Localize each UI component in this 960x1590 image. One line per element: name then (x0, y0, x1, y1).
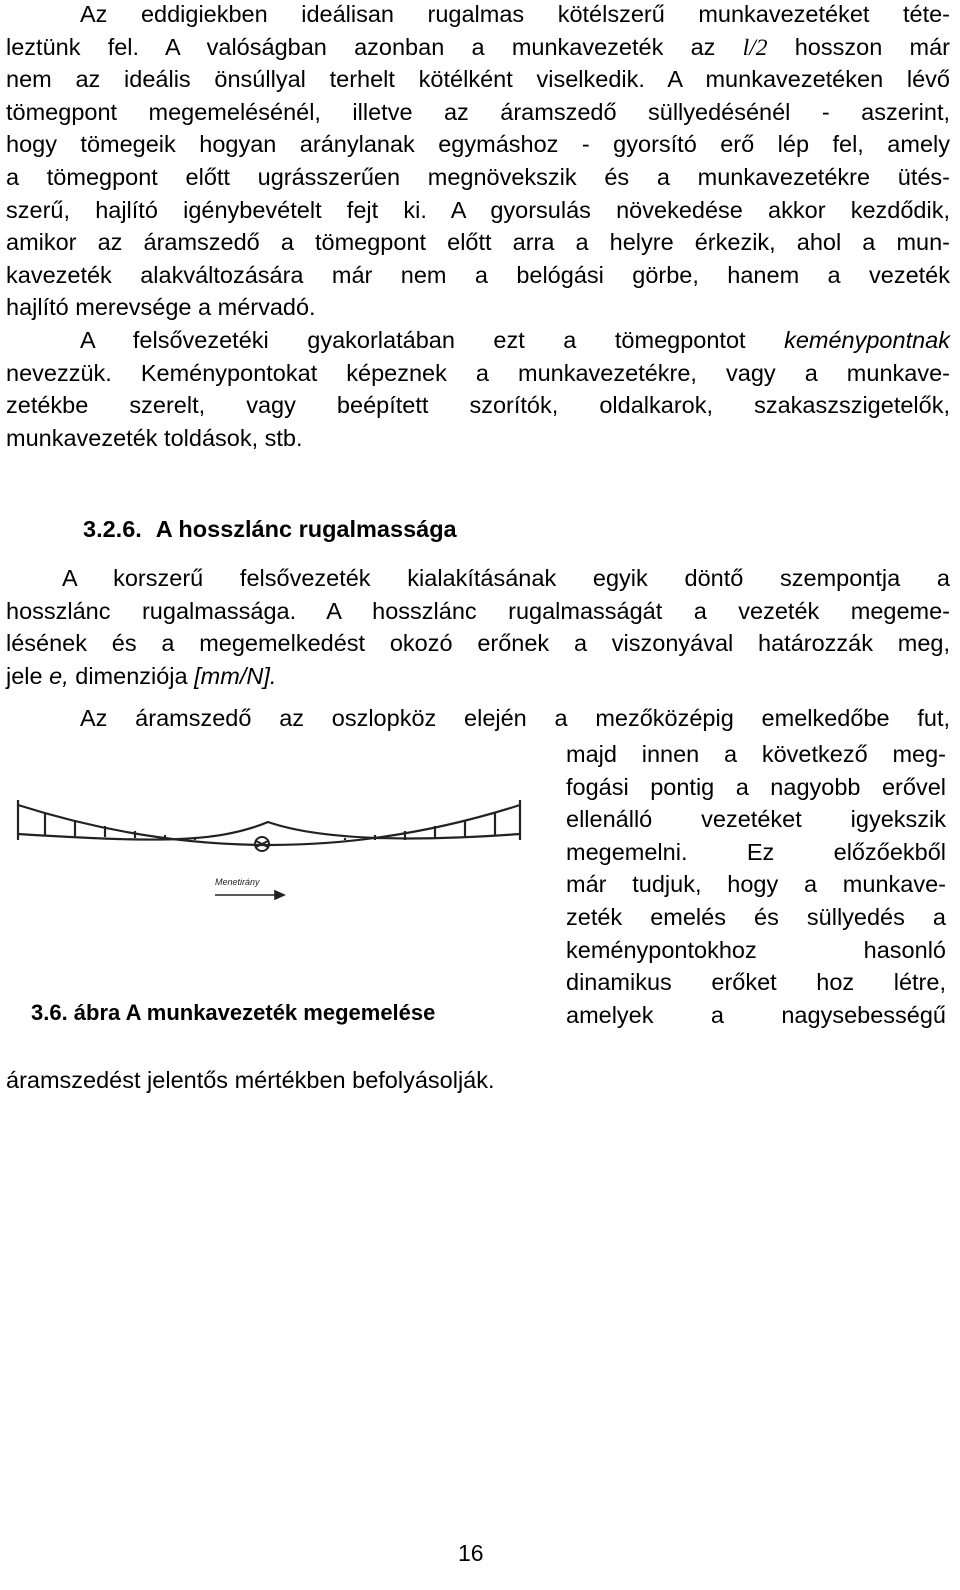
section-heading (83, 516, 457, 543)
section-title: A hosszlánc rugalmassága (155, 516, 457, 542)
paragraph-3 (6, 562, 950, 692)
text-line: keménypontokhoz hasonló (566, 936, 946, 963)
figure-caption: 3.6. ábra A munkavezeték megemelése (31, 1000, 436, 1025)
paragraph-1 (6, 0, 950, 324)
text-line: tömegpont megemelésénél, illetve az áramszedő süllyedésénél - aszerint, (6, 98, 950, 125)
text-segment: leztünk fel. A valóságban azonban a munkavezeték az (6, 33, 716, 60)
text-segment: jele (6, 662, 43, 689)
paragraph-4-last-line: áramszedést jelentős mértékben befolyásolják. (6, 1067, 495, 1093)
paragraph-2 (6, 324, 950, 454)
text-line: már tudjuk, hogy a munkave- (566, 871, 946, 898)
text-line: megemelni. Ez előzőekből (566, 838, 946, 865)
direction-label: Menetirány (215, 877, 260, 887)
text-line: szerű, hajlító igénybevételt fejt ki. A gyorsulás növekedése akkor kezdődik, (6, 196, 950, 223)
text-line: dinamikus erőket hoz létre, (566, 969, 946, 996)
paragraph-4-first-line (6, 702, 950, 735)
text-segment: dimenziója (75, 662, 188, 689)
text-line: Az eddigiekben ideálisan rugalmas kötélszerű munkavezetéket téte- (80, 1, 950, 27)
text-segment: A felsővezetéki gyakorlatában ezt a tömegpontot (80, 327, 746, 353)
paragraph-4-wrap-column (566, 738, 946, 1031)
text-line-with-formula (6, 31, 950, 64)
text-line: majd innen a következő meg- (566, 741, 946, 767)
page-number: 16 (458, 1540, 484, 1566)
text-line: ellenálló vezetéket igyekszik (566, 806, 946, 833)
formula-l-half: l/2 (742, 34, 768, 61)
text-line: amikor az áramszedő a tömegpont előtt arra a helyre érkezik, ahol a mun- (6, 229, 950, 256)
text-line: A korszerű felsővezeték kialakításának egyik döntő szempontja a (62, 565, 950, 591)
text-line: munkavezeték toldások, stb. (6, 424, 303, 451)
text-line-with-italic (6, 324, 950, 357)
text-line: a tömegpont előtt ugrásszerűen megnövekszik és a munkavezetékre ütés- (6, 163, 950, 190)
text-segment: hosszon már (794, 33, 950, 60)
figure-catenary-uplift (0, 760, 545, 990)
text-line: Az áramszedő az oszlopköz elején a mezőközépig emelkedőbe fut, (80, 705, 950, 731)
text-line: kavezeték alakváltozására már nem a belógási görbe, hanem a vezeték (6, 261, 950, 288)
text-line: nem az ideális önsúllyal terhelt kötélként viselkedik. A munkavezetéken lévő (6, 66, 950, 93)
text-line: hajlító merevsége a mérvadó. (6, 294, 316, 321)
text-line: nevezzük. Keménypontokat képeznek a munkavezetékre, vagy a munkave- (6, 359, 950, 386)
text-line: amelyek a nagysebességű (566, 1001, 946, 1028)
text-line-with-symbols (6, 660, 950, 693)
italic-term: keménypontnak (784, 327, 950, 353)
text-line: hosszlánc rugalmassága. A hosszlánc rugalmasságát a vezeték megeme- (6, 597, 950, 624)
catenary-diagram (0, 760, 545, 990)
symbol-e: e, (49, 662, 69, 689)
text-line: hogy tömegeik hogyan aránylanak egymáshoz - gyorsító erő lép fel, amely (6, 131, 950, 158)
text-line: zeték emelés és süllyedés a (566, 903, 946, 930)
direction-arrow-icon (215, 891, 284, 899)
text-line: zetékbe szerelt, vagy beépített szorítók, oldalkarok, szakaszszigetelők, (6, 392, 950, 419)
unit-mm-per-n: [mm/N]. (194, 662, 277, 689)
text-line: fogási pontig a nagyobb erővel (566, 773, 946, 800)
section-number: 3.2.6. (83, 516, 142, 542)
text-line: lésének és a megemelkedést okozó erőnek a viszonyával határozzák meg, (6, 630, 950, 657)
